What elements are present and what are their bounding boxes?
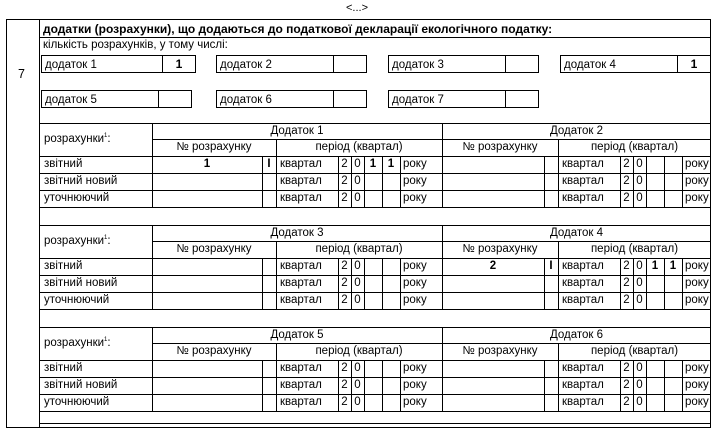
col-line [558,292,559,309]
appendix-count-field-1[interactable]: 1 [162,55,196,73]
year-digit-field[interactable]: 0 [636,260,643,272]
year-digit-field[interactable]: 0 [354,260,361,272]
col-line [646,360,647,377]
year-digit-field[interactable]: 2 [341,192,348,204]
col-line [682,258,683,275]
col-line [364,360,365,377]
quarter-word: квартал [562,158,604,170]
year-digit-field[interactable]: 0 [354,396,361,408]
col-line [400,173,401,190]
col-calc-number: № розрахунку [176,141,252,153]
quarter-word: квартал [562,260,604,272]
row-type-label: звітний [44,362,83,374]
col-period: період (квартал) [590,243,679,255]
year-digit-field[interactable]: 2 [623,158,630,170]
year-digit-field[interactable]: 2 [623,362,630,374]
col-calc-number: № розрахунку [462,141,538,153]
quarter-word: квартал [562,379,604,391]
col-line [646,275,647,292]
appendix-title: Додаток 1 [270,125,324,137]
year-digit-field[interactable]: 2 [341,294,348,306]
col-line [276,275,277,292]
col-line [558,258,559,275]
row-type-label: звітний новий [44,277,118,289]
col-line [262,275,263,292]
col-line [682,292,683,309]
year-digit-field[interactable]: 2 [341,175,348,187]
row-line [40,190,711,191]
row-type-label: уточнюючий [44,192,110,204]
year-word: року [685,260,709,272]
appendix-title: Додаток 5 [270,329,324,341]
col-line [262,173,263,190]
row-line [40,292,711,293]
quarter-word: квартал [280,175,322,187]
row-type-label: звітний новий [44,175,118,187]
col-line [664,173,665,190]
col-line [646,156,647,173]
col-line [276,258,277,275]
col-line [382,394,383,411]
col-line [262,377,263,394]
year-digit-field[interactable]: 2 [341,362,348,374]
col-line [364,173,365,190]
appendix-label-1: додаток 1 [41,55,163,73]
col-line [400,190,401,207]
col-line [544,394,545,411]
year-digit-field[interactable]: 2 [341,379,348,391]
year-digit-field[interactable]: 0 [636,158,643,170]
col-line [262,190,263,207]
year-word: року [403,396,427,408]
year-digit-field[interactable]: 2 [341,277,348,289]
calc-number-field[interactable]: 2 [489,260,497,272]
col-period: період (квартал) [315,243,403,255]
calculations-colon: : [107,337,111,349]
year-digit-field[interactable]: 0 [354,158,361,170]
appendix-label-2: додаток 2 [216,55,334,73]
col-line [664,394,665,411]
col-period: період (квартал) [590,345,679,357]
year-digit-field[interactable]: 2 [341,396,348,408]
quarter-field[interactable]: I [549,260,553,272]
col-line [558,360,559,377]
row-line [40,411,711,412]
row-line [40,377,711,378]
year-word: року [685,158,709,170]
col-line [558,275,559,292]
col-line [544,377,545,394]
year-digit-field[interactable]: 0 [636,294,643,306]
quarter-word: квартал [280,379,322,391]
row-line [40,275,711,276]
divider [40,37,711,38]
col-line [400,156,401,173]
appendix-title: Додаток 2 [549,125,604,137]
row-type-label: звітний [44,158,83,170]
row-type-label: звітний новий [44,379,118,391]
year-digit-field[interactable]: 0 [354,362,361,374]
calculations-label-text: розрахунки [44,133,105,145]
col-line [364,394,365,411]
quarter-word: квартал [280,192,322,204]
col-line [558,394,559,411]
appendix-count-field-2[interactable] [333,55,367,73]
quarter-word: квартал [562,192,604,204]
col-period: період (квартал) [315,345,403,357]
col-line [400,394,401,411]
year-digit-field[interactable]: 2 [341,158,348,170]
appendix-title: Додаток 6 [549,329,604,341]
col-line [276,190,277,207]
year-digit-field[interactable]: 2 [623,175,630,187]
top-marker: <...> [345,2,369,14]
year-digit-field[interactable]: 2 [623,192,630,204]
appendix-count-field-7[interactable] [505,90,539,108]
appendix-label-4: додаток 4 [560,55,678,73]
appendix-count-field-6[interactable] [333,90,367,108]
quarter-word: квартал [280,260,322,272]
row-line [40,309,711,310]
year-digit-field[interactable]: 1 [369,158,377,170]
quarter-field[interactable]: I [267,158,271,170]
calculations-colon: : [107,235,111,247]
count-line: кількість розрахунків, у тому числі: [43,39,228,51]
row-line [40,207,711,208]
footnote-mark: 1 [104,133,108,140]
col-line [682,394,683,411]
col-line [558,173,559,190]
calc-number-field[interactable]: 1 [203,158,211,170]
appendix-label-3: додаток 3 [388,55,506,73]
col-line [364,377,365,394]
year-digit-field[interactable]: 1 [651,260,659,272]
year-word: року [403,294,427,306]
year-word: року [685,277,709,289]
col-line [646,394,647,411]
header-bottom-line [40,258,711,259]
year-digit-field[interactable]: 0 [636,396,643,408]
calculations-label [44,335,111,352]
quarter-word: квартал [280,294,322,306]
calculations-label-text: розрахунки [44,337,105,349]
year-word: року [685,396,709,408]
col-line [400,258,401,275]
year-digit-field[interactable]: 1 [387,158,395,170]
col-line [664,275,665,292]
col-calc-number: № розрахунку [462,345,538,357]
col-line [364,258,365,275]
col-line [664,292,665,309]
col-line [558,377,559,394]
col-line [262,394,263,411]
col-line [382,190,383,207]
col-line [364,275,365,292]
col-line [664,377,665,394]
col-line [262,360,263,377]
year-word: року [403,192,427,204]
col-line [276,394,277,411]
appendix-count-field-3[interactable] [505,55,539,73]
year-word: року [403,362,427,374]
appendix-label-7: додаток 7 [388,90,506,108]
quarter-word: квартал [562,294,604,306]
year-word: року [403,158,427,170]
col-line [682,190,683,207]
year-digit-field[interactable]: 0 [636,175,643,187]
year-digit-field[interactable]: 2 [623,396,630,408]
footnote-mark: 1 [104,235,108,242]
appendix-label-6: додаток 6 [216,90,334,108]
row-type-label: уточнюючий [44,294,110,306]
year-word: року [685,175,709,187]
year-digit-field[interactable]: 0 [354,277,361,289]
header-bottom-line [40,360,711,361]
col-line [646,173,647,190]
col-line [400,292,401,309]
year-digit-field[interactable]: 0 [354,192,361,204]
year-word: року [685,192,709,204]
year-digit-field[interactable]: 0 [636,379,643,391]
quarter-word: квартал [280,158,322,170]
col-line [682,377,683,394]
col-line [558,156,559,173]
col-line [682,173,683,190]
quarter-word: квартал [280,396,322,408]
appendix-title: Додаток 3 [270,227,324,239]
calculations-label-text: розрахунки [44,235,105,247]
quarter-word: квартал [562,362,604,374]
calculations-label [44,131,111,148]
year-digit-field[interactable]: 2 [623,379,630,391]
col-line [544,190,545,207]
quarter-word: квартал [562,175,604,187]
col-line [544,275,545,292]
row-type-label: звітний [44,260,83,272]
col-line [544,156,545,173]
year-digit-field[interactable]: 2 [623,294,630,306]
col-line [382,360,383,377]
col-calc-number: № розрахунку [462,243,538,255]
col-line [276,360,277,377]
footnote-mark: 1 [104,337,108,344]
year-digit-field[interactable]: 2 [623,260,630,272]
year-word: року [403,175,427,187]
section-title: додатки (розрахунки), що додаються до податкової декларації екологічного податку: [43,22,553,36]
year-word: року [685,294,709,306]
col-line [400,377,401,394]
col-line [400,275,401,292]
calculations-label [44,233,111,250]
appendix-title: Додаток 4 [549,227,604,239]
col-line [646,377,647,394]
col-line [262,258,263,275]
year-digit-field[interactable]: 1 [669,260,677,272]
appendix-count-field-5[interactable] [158,90,192,108]
col-line [682,156,683,173]
col-line [276,377,277,394]
year-word: року [685,379,709,391]
col-line [276,292,277,309]
year-digit-field[interactable]: 0 [354,379,361,391]
col-line [276,156,277,173]
row-type-label: уточнюючий [44,396,110,408]
row-number: 7 [18,67,25,81]
col-line [544,360,545,377]
col-line [544,173,545,190]
col-line [382,377,383,394]
appendix-label-5: додаток 5 [41,90,159,108]
row-line [40,394,711,395]
col-line [682,360,683,377]
year-digit-field[interactable]: 2 [341,260,348,272]
col-line [262,292,263,309]
col-calc-number: № розрахунку [176,345,252,357]
bottom-line [40,423,711,424]
col-line [364,292,365,309]
year-digit-field[interactable]: 0 [354,175,361,187]
col-line [664,190,665,207]
col-line [382,173,383,190]
col-period: період (квартал) [315,141,403,153]
col-line [382,275,383,292]
year-word: року [403,260,427,272]
year-word: року [403,379,427,391]
col-line [682,275,683,292]
col-period: період (квартал) [590,141,679,153]
quarter-word: квартал [280,277,322,289]
col-line [364,190,365,207]
appendix-count-field-4[interactable]: 1 [677,55,711,73]
col-calc-number: № розрахунку [176,243,252,255]
year-digit-field[interactable]: 0 [354,294,361,306]
col-line [646,190,647,207]
calculations-colon: : [107,133,111,145]
col-line [664,360,665,377]
quarter-word: квартал [562,396,604,408]
col-line [400,360,401,377]
col-line [276,173,277,190]
year-digit-field[interactable]: 0 [636,362,643,374]
quarter-word: квартал [280,362,322,374]
col-line [558,190,559,207]
col-line [382,292,383,309]
year-digit-field[interactable]: 2 [623,277,630,289]
col-line [544,292,545,309]
col-line [646,292,647,309]
quarter-word: квартал [562,277,604,289]
year-digit-field[interactable]: 0 [636,192,643,204]
year-word: року [685,362,709,374]
year-digit-field[interactable]: 0 [636,277,643,289]
col-line [664,156,665,173]
row-line [40,173,711,174]
year-word: року [403,277,427,289]
col-line [382,258,383,275]
